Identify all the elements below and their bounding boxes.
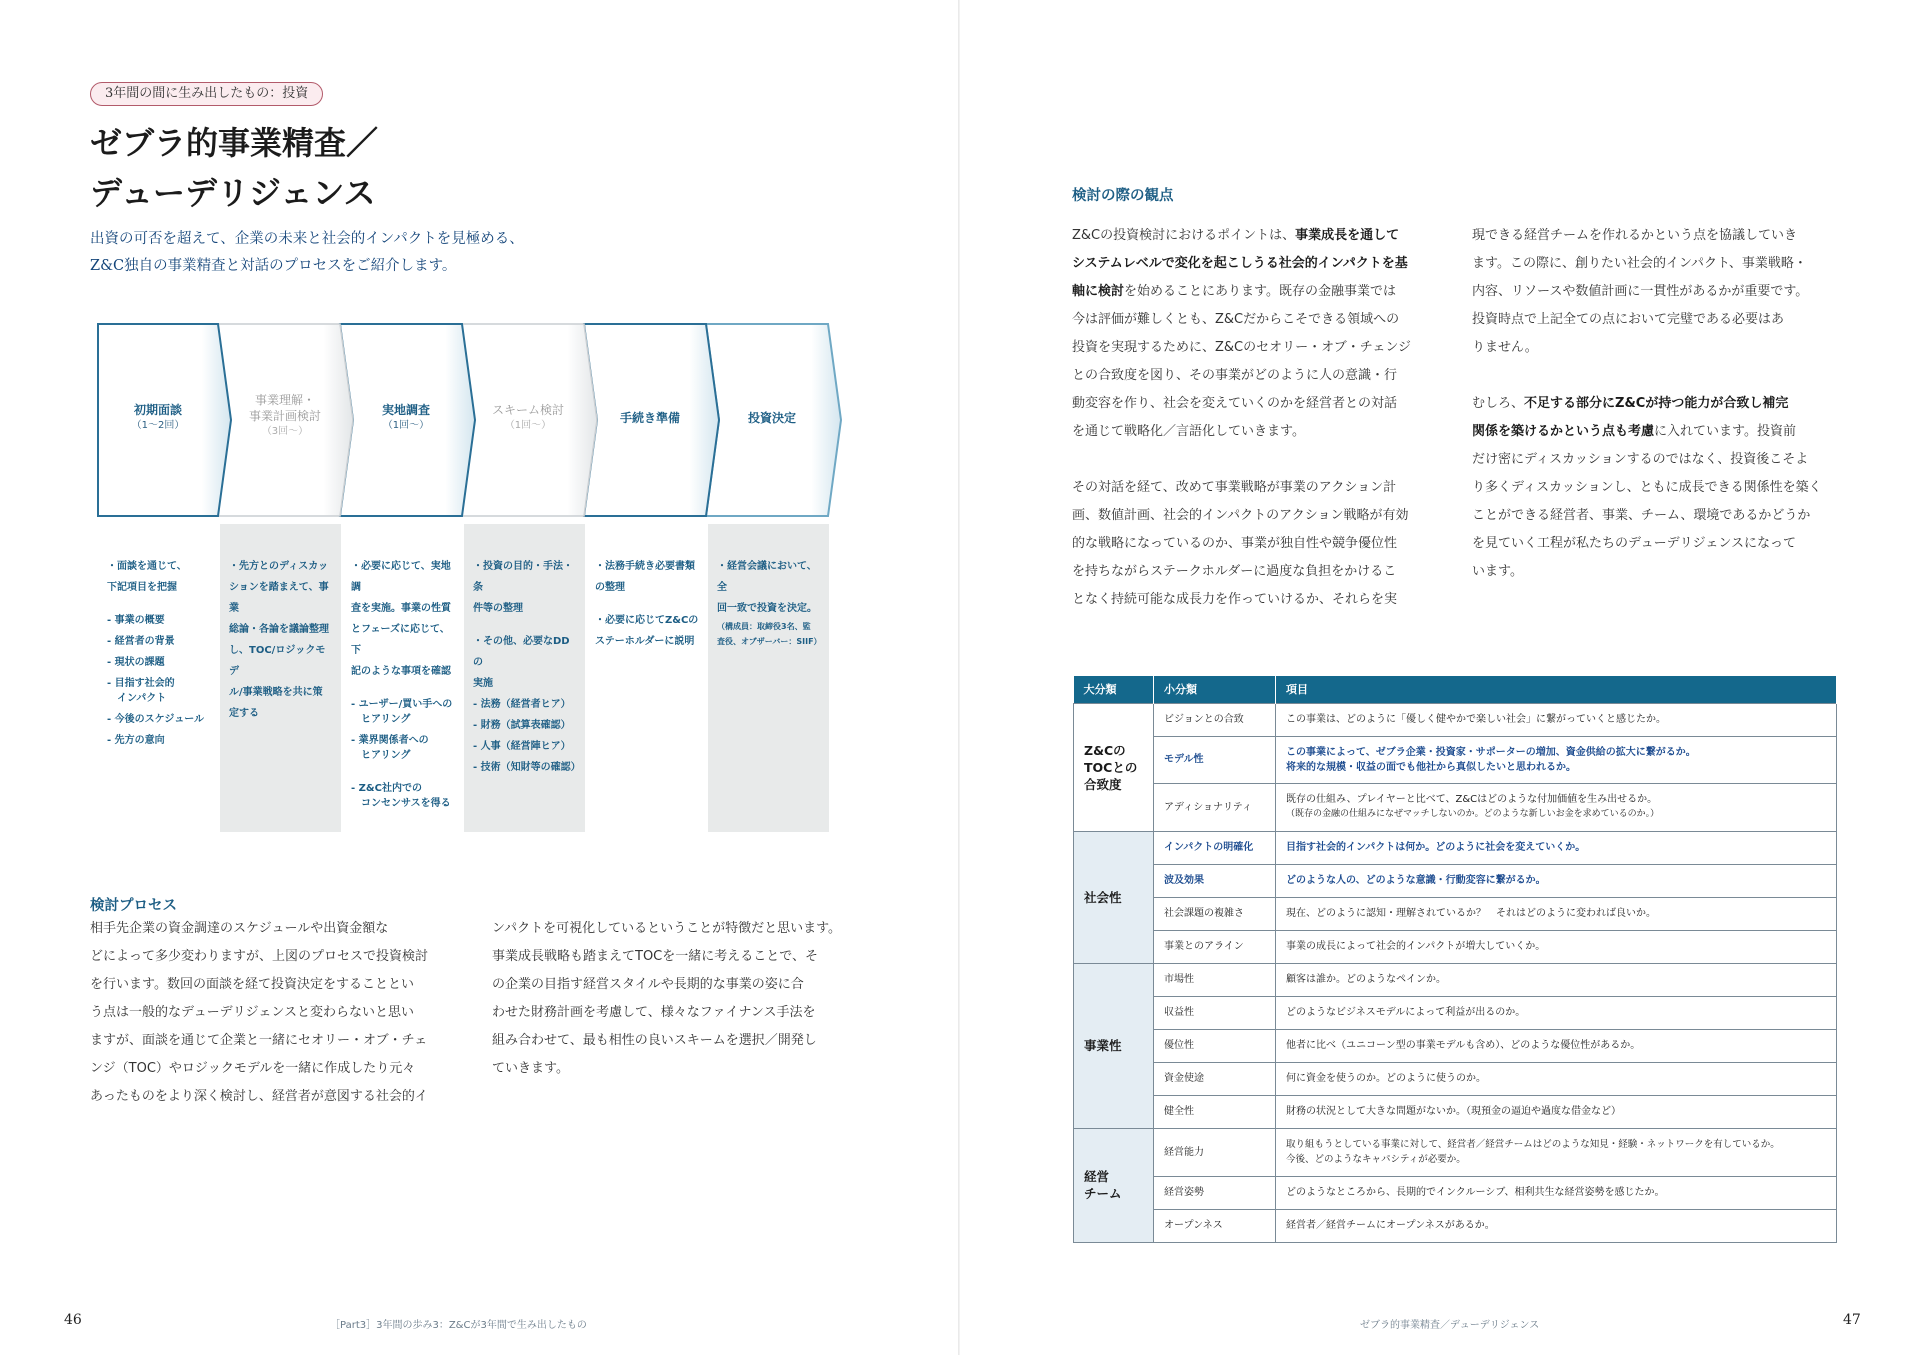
subcategory-cell: 優位性 <box>1154 1029 1276 1062</box>
step-detail-6: ・経営会議において、全 回一致で投資を決定。 （構成員：取締役3名、監 査役、オブザーバー：SIIF） <box>708 524 829 832</box>
table-row <box>1074 1209 1837 1242</box>
subcategory-cell: ビジョンとの合致 <box>1154 703 1276 736</box>
step-detail-1: ・面談を通じて、 下記項目を把握 - 事業の概要 - 経営者の背景 - 現状の課題 - 目指す社会的 インパクト - 今後のスケジュール - 先方の意向 <box>107 561 205 746</box>
table-row <box>1074 996 1837 1029</box>
item-cell: 顧客は誰か。どのようなペインか。 <box>1276 963 1837 996</box>
viewpoint-heading: 検討の際の観点 <box>1072 188 1174 204</box>
process-text-col1: 相手先企業の資金調達のスケジュールや出資金額な どによって多少変わりますが、上図のプロセスで投資検討 を行います。数回の面談を経て投資決定をすることとい う点は一般的なデューデリジェンスと変わらないと思い ますが、面談を通じて企業と一緒にセオリー・オブ・チェ ンジ（TOC）やロジックモデルを一緒に作成したり元々 あったものをより深く検討し、経営者が意図する社会的イ <box>90 921 429 1104</box>
process-flow <box>96 322 846 518</box>
title-line: デューデリジェンス <box>90 174 376 212</box>
item-cell: 財務の状況として大きな問題がないか。（現預金の逼迫や過度な借金など） <box>1276 1095 1837 1128</box>
step-scheme-review: スキーム検討 （1回～） <box>491 403 564 431</box>
viewpoint-text-col1: Z&Cの投資検討におけるポイントは、事業成長を通して システムレベルで変化を起こしうる社会的インパクトを基 軸に検討を始めることにあります。既存の金融事業では 今は評価が難しくとも、Z&Cだからこそできる領域への 投資を実現するために、Z&Cのセオリー・オブ・チェンジ との合致度を図り、その事業がどのように人の意識・行 動変容を作り、社会を変えていくのかを経営者との対話 を通じて戦略化／言語化していきます。 その対話を経て、改めて事業戦略が事業のアクション計 画、数値計画、社会的インパクトのアクション戦略が有効 的な戦略になっているのか、事業が独自性や競争優位性 を持ちながらステークホルダーに過度な負担をかけるこ となく持続可能な成長力を作っていけるか、それらを実 <box>1072 228 1412 607</box>
step-business-understanding: 事業理解・ 事業計画検討 （3回～） <box>248 393 321 437</box>
page-number: 46 <box>64 1312 82 1328</box>
subcategory-cell: アディショナリティ <box>1154 783 1276 831</box>
subcategory-cell: 資金使途 <box>1154 1062 1276 1095</box>
header-major: 大分類 <box>1074 676 1154 703</box>
subcategory-cell: モデル性 <box>1154 736 1276 783</box>
category-cell: Z&Cの TOCとの 合致度 <box>1074 703 1154 831</box>
subcategory-cell: 事業とのアライン <box>1154 930 1276 963</box>
process-text-col2: ンパクトを可視化しているということが特徴だと思います。 事業成長戦略も踏まえてTOCを一緒に考えることで、そ の企業の目指す経営スタイルや長期的な事業の姿に合 わせた財務計画を考慮して、様々なファイナンス手法を 組み合わせて、最も相性の良いスキームを選択／開発し ていきます。 <box>492 921 842 1076</box>
table-row <box>1074 831 1837 864</box>
item-cell: どのようなところから、長期的でインクルーシブ、相利共生な経営姿勢を感じたか。 <box>1276 1176 1837 1209</box>
item-cell: 他者に比べ（ユニコーン型の事業モデルも含め）、どのような優位性があるか。 <box>1276 1029 1837 1062</box>
step-detail-5: ・法務手続き必要書類 の整理 ・必要に応じてZ&Cの ステーホルダーに説明 <box>595 561 699 647</box>
table-row <box>1074 1095 1837 1128</box>
header-minor: 小分類 <box>1154 676 1276 703</box>
table-row <box>1074 930 1837 963</box>
item-cell: 何に資金を使うのか。どのように使うのか。 <box>1276 1062 1837 1095</box>
subcategory-cell: 収益性 <box>1154 996 1276 1029</box>
table-row <box>1074 1128 1837 1176</box>
item-cell: 目指す社会的インパクトは何か。どのように社会を変えていくか。 <box>1276 831 1837 864</box>
item-cell: 現在、どのように認知・理解されているか？ それはどのように変われば良いか。 <box>1276 897 1837 930</box>
item-cell: 取り組もうとしている事業に対して、経営者／経営チームはどのような知見・経験・ネットワークを有しているか。 今後、どのようなキャパシティが必要か。 <box>1276 1128 1837 1176</box>
step-detail-4: ・投資の目的・手法・条 件等の整理 ・その他、必要なDDの 実施 - 法務（経営者ヒア） - 財務（試算表確認） - 人事（経営陣ヒア） - 技術（知財等の確認） <box>464 524 585 832</box>
viewpoint-text-col2: 現できる経営チームを作れるかという点を協議していき ます。この際に、創りたい社会的インパクト、事業戦略・ 内容、リソースや数値計画に一貫性があるかが重要です。 投資時点で上記全ての点において完璧である必要はあ りません。 むしろ、不足する部分にZ&Cが持つ能力が合致し補完 関係を築けるかという点も考慮に入れています。投資前 だけ密にディスカッションするのではなく、投資後こそよ り多くディスカッションし、ともに成長できる関係性を築く ことができる経営者、事業、チーム、環境であるかどうか を見ていく工程が私たちのデューデリジェンスになって います。 <box>1472 228 1822 579</box>
table-header-row <box>1074 676 1837 703</box>
item-cell: この事業は、どのように「優しく健やかで楽しい社会」に繋がっていくと感じたか。 <box>1276 703 1837 736</box>
lead-line: 出資の可否を超えて、企業の未来と社会的インパクトを見極める、 <box>90 231 524 247</box>
category-cell: 事業性 <box>1074 963 1154 1128</box>
table-row <box>1074 864 1837 897</box>
table-row <box>1074 1176 1837 1209</box>
item-cell: どのような人の、どのような意識・行動変容に繋がるか。 <box>1276 864 1837 897</box>
item-cell: この事業によって、ゼブラ企業・投資家・サポーターの増加、資金供給の拡大に繋がるか。 将来的な規模・収益の面でも他社から真似したいと思われるか。 <box>1276 736 1837 783</box>
table-row <box>1074 1062 1837 1095</box>
subcategory-cell: 市場性 <box>1154 963 1276 996</box>
title-line: ゼブラ的事業精査／ <box>90 124 379 162</box>
step-detail-2: ・先方とのディスカッ ションを踏まえて、事業 総論・各論を議論整理 し、TOC/ロジックモデ ル/事業戦略を共に策 定する <box>220 524 341 832</box>
table-row <box>1074 963 1837 996</box>
item-cell: 経営者／経営チームにオープンネスがあるか。 <box>1276 1209 1837 1242</box>
table-row <box>1074 736 1837 783</box>
table-row <box>1074 703 1837 736</box>
lead-text <box>90 226 650 280</box>
page-title <box>90 118 610 218</box>
item-cell: 既存の仕組み、プレイヤーと比べて、Z&Cはどのような付加価値を生み出せるか。 （既存の金融の仕組みになぜマッチしないのか。どのような新しいお金を求めているのか。） <box>1276 783 1837 831</box>
step-investment-decision: 投資決定 <box>747 411 796 425</box>
subcategory-cell: 波及効果 <box>1154 864 1276 897</box>
section-tag: 3年間の間に生み出したもの：投資 <box>90 82 323 106</box>
step-procedure-prep: 手続き準備 <box>619 411 680 425</box>
step-detail-3: ・必要に応じて、実地調 査を実施。事業の性質 とフェーズに応じて、下 記のような事項を確認 - ユーザー/買い手への ヒアリング - 業界関係者への ヒアリング - Z&C社内での コンセンサスを得る <box>351 561 453 809</box>
table-row <box>1074 783 1837 831</box>
running-footer: ［Part3］3年間の歩み3：Z&Cが3年間で生み出したもの <box>330 1320 587 1331</box>
subcategory-cell: 健全性 <box>1154 1095 1276 1128</box>
item-cell: 事業の成長によって社会的インパクトが増大していくか。 <box>1276 930 1837 963</box>
process-heading: 検討プロセス <box>90 898 177 914</box>
table-row <box>1074 897 1837 930</box>
table-row <box>1074 1029 1837 1062</box>
step-initial-meeting: 初期面談 （1～2回） <box>131 403 185 431</box>
category-cell: 社会性 <box>1074 831 1154 963</box>
step-site-survey: 実地調査 （1回～） <box>381 403 430 431</box>
subcategory-cell: インパクトの明確化 <box>1154 831 1276 864</box>
lead-line: Z&C独自の事業精査と対話のプロセスをご紹介します。 <box>90 258 457 274</box>
subcategory-cell: 社会課題の複雑さ <box>1154 897 1276 930</box>
header-item: 項目 <box>1276 676 1837 703</box>
subcategory-cell: 経営姿勢 <box>1154 1176 1276 1209</box>
running-footer: ゼブラ的事業精査／デューデリジェンス <box>1360 1320 1540 1331</box>
subcategory-cell: 経営能力 <box>1154 1128 1276 1176</box>
evaluation-table <box>1073 676 1837 1243</box>
page-number: 47 <box>1843 1312 1861 1328</box>
subcategory-cell: オープンネス <box>1154 1209 1276 1242</box>
item-cell: どのようなビジネスモデルによって利益が出るのか。 <box>1276 996 1837 1029</box>
category-cell: 経営 チーム <box>1074 1128 1154 1242</box>
